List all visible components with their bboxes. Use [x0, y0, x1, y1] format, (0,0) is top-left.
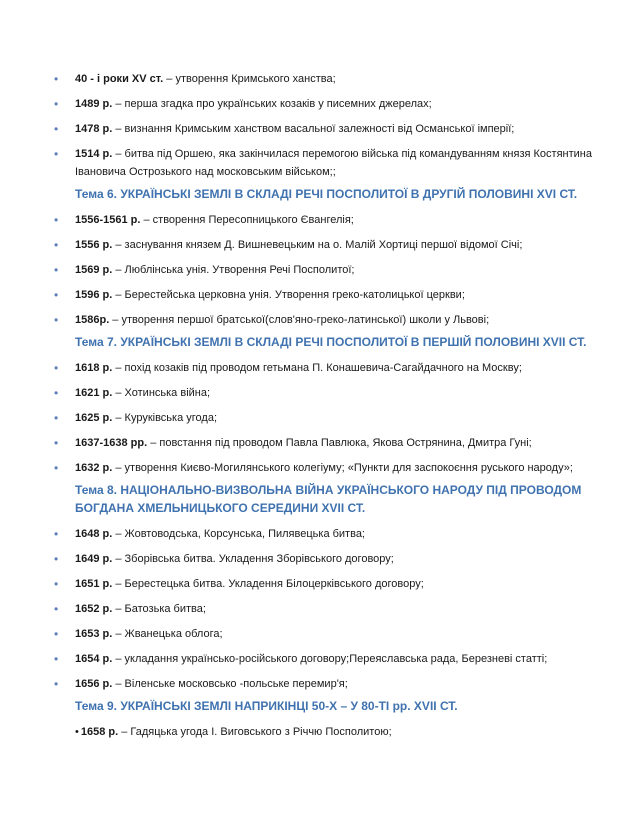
event-text: – Куруківська угода; — [112, 412, 217, 424]
event-date: 1625 р. — [75, 412, 113, 424]
event-text: – перша згадка про українських козаків у писемних джерелах; — [112, 98, 432, 110]
bullet-icon: • — [54, 386, 59, 400]
bullet-icon: • — [54, 122, 59, 136]
list-item — [52, 145, 612, 181]
list-item — [52, 575, 612, 593]
event-text: – Хотинська війна; — [112, 387, 211, 399]
list-item — [52, 434, 612, 452]
event-text: – похід козаків під проводом гетьмана П. Конашевича-Сагайдачного на Москву; — [112, 362, 522, 374]
event-date: 1652 р. — [75, 603, 113, 615]
event-date: 1556-1561 р. — [75, 214, 141, 226]
event-text: – Віленське московсько -польське перемир'я; — [112, 678, 348, 690]
bullet-icon: • — [54, 97, 59, 111]
list-item — [52, 625, 612, 643]
list-item — [52, 650, 612, 668]
event-text: – Зборівська битва. Укладення Зборівського договору; — [112, 553, 394, 565]
list-item — [52, 525, 612, 543]
bullet-icon: • — [54, 527, 59, 541]
bullet-icon: • — [54, 652, 59, 666]
event-date: 40 - і роки XV ст. — [75, 73, 164, 85]
event-text: – утворення першої братської(слов'яно-греко-латинської) школи у Львові; — [109, 314, 490, 326]
bullet-icon: • — [54, 627, 59, 641]
event-date: 1656 р. — [75, 678, 113, 690]
bullet-icon: • — [54, 213, 59, 227]
event-text: – повстання під проводом Павла Павлюка, Якова Острянина, Дмитра Гуні; — [147, 437, 532, 449]
event-date: 1654 р. — [75, 653, 113, 665]
list-item — [52, 600, 612, 618]
event-text: – укладання українсько-російського договору;Переяславська рада, Березневі статті; — [112, 653, 548, 665]
bullet-icon: • — [54, 436, 59, 450]
bullet-icon: • — [54, 577, 59, 591]
bullet-icon: • — [54, 313, 59, 327]
bullet-icon: • — [54, 602, 59, 616]
list-item — [52, 211, 612, 229]
bullet-icon: • — [75, 726, 79, 738]
bullet-icon: • — [54, 263, 59, 277]
list-item — [52, 550, 612, 568]
bullet-icon: • — [54, 147, 59, 161]
bullet-icon: • — [54, 461, 59, 475]
event-date: 1556 р. — [75, 239, 113, 251]
event-date: 1586р. — [75, 314, 110, 326]
section-heading: Тема 7. УКРАЇНСЬКІ ЗЕМЛІ В СКЛАДІ РЕЧІ ПОСПОЛИТОЇ В ПЕРШІЙ ПОЛОВИНІ XVII СТ. — [75, 335, 587, 349]
event-date: 1514 р. — [75, 148, 113, 160]
event-text: – заснування князем Д. Вишневецьким на о. Малій Хортиці першої відомої Січі; — [112, 239, 523, 251]
event-text: – Жванецька облога; — [112, 628, 223, 640]
list-item — [52, 359, 612, 377]
event-date: 1489 р. — [75, 98, 113, 110]
section-heading: Тема 9. УКРАЇНСЬКІ ЗЕМЛІ НАПРИКІНЦІ 50-Х – У 80-ТІ рр. XVII СТ. — [75, 699, 458, 713]
list-item — [52, 384, 612, 402]
list-item — [52, 409, 612, 427]
list-item — [52, 286, 612, 304]
bullet-icon: • — [54, 411, 59, 425]
event-date: 1648 р. — [75, 528, 113, 540]
bullet-icon: • — [54, 238, 59, 252]
event-date: 1569 р. — [75, 264, 113, 276]
list-item — [52, 675, 612, 693]
bullet-icon: • — [54, 72, 59, 86]
section-heading: Тема 8. НАЦІОНАЛЬНО-ВИЗВОЛЬНА ВІЙНА УКРАЇНСЬКОГО НАРОДУ ПІД ПРОВОДОМ БОГДАНА ХМЕЛЬНИЦЬКОГО СЕРЕДИНИ XVII СТ. — [75, 483, 582, 515]
event-text: – Жовтоводська, Корсунська, Пилявецька битва; — [112, 528, 365, 540]
list-item — [52, 70, 612, 88]
event-date: 1653 р. — [75, 628, 113, 640]
event-date: 1618 р. — [75, 362, 113, 374]
list-item — [52, 311, 612, 329]
event-text: – битва під Оршею, яка закінчилася перемогою війська під командуванням князя Костянтина Івановича Острозького над московським військом;; — [75, 148, 592, 178]
event-text: – Люблінська унія. Утворення Речі Посполитої; — [112, 264, 355, 276]
event-text: – Берестейська церковна унія. Утворення греко-католицької церкви; — [112, 289, 465, 301]
event-date: 1637-1638 рр. — [75, 437, 148, 449]
event-date: 1596 р. — [75, 289, 113, 301]
list-item — [52, 261, 612, 279]
event-text: – Гадяцька угода І. Виговського з Річчю Посполитою; — [118, 726, 392, 738]
event-date: 1658 р. — [80, 726, 119, 738]
bullet-icon: • — [54, 361, 59, 375]
event-text: – утворення Кримського ханства; — [163, 73, 336, 85]
event-text: – Батозька битва; — [112, 603, 206, 615]
list-item — [52, 236, 612, 254]
list-item — [52, 459, 612, 477]
bullet-icon: • — [54, 677, 59, 691]
event-date: 1478 р. — [75, 123, 113, 135]
event-text: – Берестецька битва. Укладення Білоцерківського договору; — [112, 578, 424, 590]
event-text: – створення Пересопницького Євангелія; — [140, 214, 354, 226]
document-body — [52, 70, 612, 748]
list-item — [52, 120, 612, 138]
event-date: 1649 р. — [75, 553, 113, 565]
event-date: 1621 р. — [75, 387, 113, 399]
event-text: – визнання Кримським ханством васальної залежності від Османської імперії; — [112, 123, 515, 135]
event-date: 1632 р. — [75, 462, 113, 474]
event-date: 1651 р. — [75, 578, 113, 590]
list-item — [52, 95, 612, 113]
bullet-icon: • — [54, 552, 59, 566]
section-heading: Тема 6. УКРАЇНСЬКІ ЗЕМЛІ В СКЛАДІ РЕЧІ ПОСПОЛИТОЇ В ДРУГІЙ ПОЛОВИНІ XVI СТ. — [75, 187, 578, 201]
bullet-icon: • — [54, 288, 59, 302]
list-item — [52, 723, 612, 741]
event-text: – утворення Києво-Могилянського колегіуму; «Пункти для заспокоєння руського народу»; — [112, 462, 573, 474]
